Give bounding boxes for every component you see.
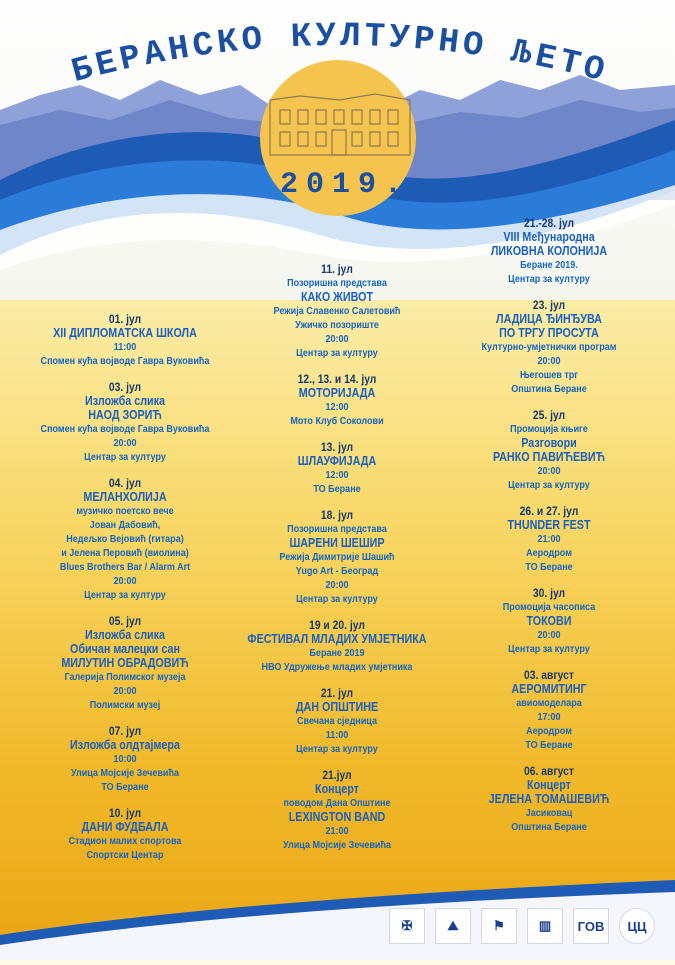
event-detail: Мото Клуб Соколови <box>290 415 384 427</box>
event-item <box>232 686 442 756</box>
event-date: 13. јул <box>320 440 354 454</box>
event-title: ФЕСТИВАЛ МЛАДИХ УМЈЕТНИКА <box>247 632 427 646</box>
event-date: 21. јул <box>320 686 354 700</box>
event-title: ШЛАУФИЈАДА <box>297 454 377 468</box>
event-detail: 21:00 <box>325 825 349 837</box>
event-item <box>444 764 654 834</box>
event-detail: Центар за културу <box>84 451 166 463</box>
tourist-org-logo: ГОВ <box>573 908 609 944</box>
event-title: ДАНИ ФУДБАЛА <box>81 820 169 834</box>
event-detail: Центар за културу <box>296 347 378 359</box>
event-item <box>444 586 654 656</box>
event-detail: НВО Удружење младих умјетника <box>261 661 413 673</box>
event-detail: Стадион малих спортова <box>68 835 182 847</box>
coat-of-arms-icon: ✠ <box>389 908 425 944</box>
event-date: 03. август <box>524 668 574 682</box>
event-detail: Позоришна представа <box>287 277 387 289</box>
event-detail: Недељко Вејовић (гитара) <box>66 533 184 545</box>
event-title: Изложба слика <box>84 628 166 642</box>
event-detail: 11:00 <box>113 341 137 353</box>
event-title: Концерт <box>315 782 359 796</box>
event-detail: 20:00 <box>537 465 561 477</box>
event-detail: поводом Дана Општине <box>283 797 391 809</box>
event-detail: Blues Brothers Bar / Alarm Art <box>59 561 191 573</box>
event-detail: музичко поетско вече <box>76 505 174 517</box>
event-detail: Културно-умјетнички програм <box>481 341 617 353</box>
event-item <box>444 298 654 396</box>
event-detail: 20:00 <box>325 579 349 591</box>
event-detail: Ужичко позориште <box>295 319 379 331</box>
event-title: Обичан малецки сан <box>70 642 180 656</box>
event-date: 04. јул <box>108 476 142 490</box>
sponsor-logos <box>389 908 655 944</box>
event-detail: 12:00 <box>325 401 349 413</box>
event-item <box>20 806 230 862</box>
event-title: LEXINGTON BAND <box>288 810 386 824</box>
event-title: ЈЕЛЕНА ТОМАШЕВИЋ <box>488 792 610 806</box>
event-item <box>232 440 442 496</box>
event-title: МОТОРИЈАДА <box>298 386 376 400</box>
event-detail: Промоција књиге <box>510 423 588 435</box>
event-item <box>444 668 654 752</box>
event-detail: Свечана сједница <box>297 715 377 727</box>
event-detail: Центар за културу <box>84 589 166 601</box>
event-detail: Полимски музеј <box>89 699 161 711</box>
event-title: МИЛУТИН ОБРАДОВИЋ <box>61 656 189 670</box>
event-title: ЛАДИЦА ЂИНЂУВА <box>496 312 602 326</box>
event-date: 30. јул <box>532 586 566 600</box>
event-detail: Спомен кућа војводе Гавра Вуковића <box>40 423 210 435</box>
event-detail: Јасиковац <box>525 807 573 819</box>
event-detail: 20:00 <box>113 575 137 587</box>
event-detail: ТО Беране <box>525 739 573 751</box>
event-item <box>444 504 654 574</box>
event-date: 21.јул <box>322 768 352 782</box>
event-item <box>20 476 230 602</box>
schedule-column-right <box>444 216 654 846</box>
event-date: 12., 13. и 14. јул <box>297 372 377 386</box>
event-detail: Yugo Art - Београд <box>295 565 379 577</box>
event-detail: Беране 2019. <box>520 259 578 271</box>
event-detail: 21:00 <box>537 533 561 545</box>
event-detail: 10:00 <box>113 753 137 765</box>
event-date: 03. јул <box>108 380 142 394</box>
event-title: ПО ТРГУ ПРОСУТА <box>499 326 599 340</box>
event-title: XII ДИПЛОМАТСКА ШКОЛА <box>53 326 197 340</box>
event-detail: 20:00 <box>113 685 137 697</box>
event-detail: ТО Беране <box>313 483 361 495</box>
event-title: ЛИКОВНА КОЛОНИЈА <box>490 244 608 258</box>
event-detail: Центар за културу <box>508 479 590 491</box>
event-detail: 17:00 <box>537 711 561 723</box>
event-date: 10. јул <box>108 806 142 820</box>
event-item <box>20 312 230 368</box>
event-detail: Беране 2019 <box>309 647 365 659</box>
event-detail: 12:00 <box>325 469 349 481</box>
event-detail: Режија Славенко Салетовић <box>273 305 401 317</box>
schedule-column-middle <box>232 262 442 864</box>
event-title: VIII Међународна <box>503 230 595 244</box>
event-item <box>232 372 442 428</box>
event-title: АЕРОМИТИНГ <box>511 682 587 696</box>
event-item <box>20 380 230 464</box>
event-date: 21.-28. јул <box>523 216 575 230</box>
event-detail: Његошев трг <box>519 369 579 381</box>
event-title: ТОКОВИ <box>526 614 572 628</box>
event-item <box>20 724 230 794</box>
event-detail: Позоришна представа <box>287 523 387 535</box>
event-date: 25. јул <box>532 408 566 422</box>
event-detail: 20:00 <box>537 355 561 367</box>
event-detail: Јован Дабовић, <box>89 519 161 531</box>
event-detail: ТО Беране <box>101 781 149 793</box>
event-detail: Промоција часописа <box>502 601 596 613</box>
schedule-column-left <box>20 312 230 874</box>
event-detail: Општина Беране <box>511 821 587 833</box>
festival-year: 2019. <box>279 168 410 202</box>
event-detail: 20:00 <box>325 333 349 345</box>
event-title: МЕЛАНХОЛИЈА <box>83 490 167 504</box>
event-date: 26. и 27. јул <box>519 504 579 518</box>
event-detail: авиомоделара <box>516 697 582 709</box>
event-item <box>20 614 230 712</box>
event-detail: и Јелена Перовић (виолина) <box>61 547 189 559</box>
event-title: КАКО ЖИВОТ <box>300 290 374 304</box>
event-title: НАОД ЗОРИЋ <box>88 408 162 422</box>
event-detail: Општина Беране <box>511 383 587 395</box>
event-date: 05. јул <box>108 614 142 628</box>
event-item <box>444 216 654 286</box>
event-title: ДАН ОПШТИНЕ <box>295 700 379 714</box>
event-detail: 20:00 <box>113 437 137 449</box>
event-detail: Центар за културу <box>508 643 590 655</box>
event-detail: Центар за културу <box>508 273 590 285</box>
event-detail: Режија Димитрије Шашић <box>279 551 395 563</box>
event-title: Изложба слика <box>84 394 166 408</box>
event-detail: Аеродром <box>526 547 572 559</box>
event-detail: Галерија Полимског музеја <box>64 671 186 683</box>
municipality-logo-icon: ⛰ <box>435 908 471 944</box>
event-detail: Улица Мојсије Зечевића <box>282 839 392 851</box>
svg-text:БЕРАНСКО КУЛТУРНО ЉЕТО: БЕРАНСКО КУЛТУРНО ЉЕТО <box>67 17 612 92</box>
event-title: РАНКО ПАВИЋЕВИЋ <box>492 450 606 464</box>
event-detail: Аеродром <box>526 725 572 737</box>
event-detail: Центар за културу <box>296 593 378 605</box>
emblem-logo-icon: ⚑ <box>481 908 517 944</box>
event-date: 11. јул <box>321 262 353 276</box>
event-date: 07. јул <box>108 724 142 738</box>
culture-center-logo: ЦЦ <box>619 908 655 944</box>
event-item <box>232 618 442 674</box>
event-date: 01. јул <box>108 312 142 326</box>
event-title: THUNDER FEST <box>507 518 591 532</box>
festival-title <box>0 0 675 120</box>
event-title: Концерт <box>527 778 571 792</box>
event-item <box>232 262 442 360</box>
event-date: 18. јул <box>320 508 354 522</box>
event-date: 19 и 20. јул <box>309 618 365 632</box>
event-detail: Улица Мојсије Зечевића <box>70 767 180 779</box>
event-title: Изложба олдтајмера <box>70 738 180 752</box>
event-item <box>444 408 654 492</box>
event-title: Разговори <box>521 436 577 450</box>
event-item <box>232 768 442 852</box>
event-date: 06. август <box>524 764 574 778</box>
event-detail: Спомен кућа војводе Гавра Вуковића <box>40 355 210 367</box>
event-title: ШАРЕНИ ШЕШИР <box>289 536 385 550</box>
event-detail: 20:00 <box>537 629 561 641</box>
event-detail: 11:00 <box>325 729 349 741</box>
event-date: 23. јул <box>532 298 566 312</box>
event-detail: ТО Беране <box>525 561 573 573</box>
event-item <box>232 508 442 606</box>
museum-logo-icon: ▥ <box>527 908 563 944</box>
event-detail: Центар за културу <box>296 743 378 755</box>
event-detail: Спортски Центар <box>86 849 164 861</box>
